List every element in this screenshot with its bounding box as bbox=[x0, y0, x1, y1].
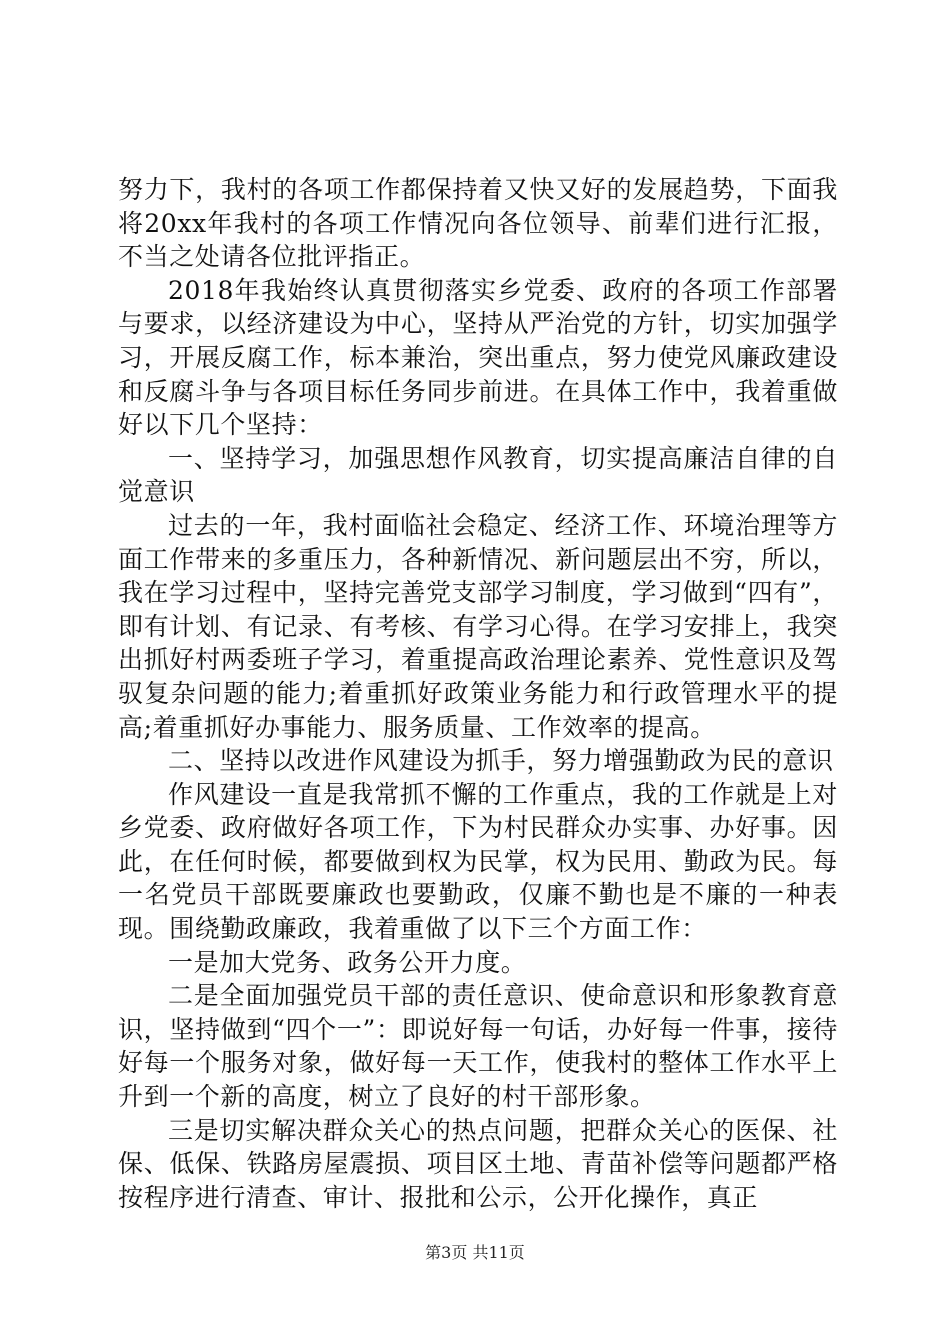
paragraph-3: 过去的一年，我村面临社会稳定、经济工作、环境治理等方面工作带来的多重压力，各种新情况、新问题层出不穷，所以，我在学习过程中，坚持完善党支部学习制度，学习做到“四有”，即有计划、有记录、有考核、有学习心得。在学习安排上，我突出抓好村两委班子学习，着重提高政治理论素养、党性意识及驾驭复杂问题的能力;着重抓好政策业务能力和行政管理水平的提高;着重抓好办事能力、服务质量、工作效率的提高。 bbox=[118, 510, 838, 742]
section-heading-1: 一、坚持学习，加强思想作风教育，切实提高廉洁自律的自觉意识 bbox=[118, 443, 838, 507]
list-item-2: 二是全面加强党员干部的责任意识、使命意识和形象教育意识，坚持做到“四个一”：即说好每一句话，办好每一件事，接待好每一个服务对象，做好每一天工作，使我村的整体工作水平上升到一个新的高度，树立了良好的村干部形象。 bbox=[118, 981, 838, 1112]
paragraph-4: 作风建设一直是我常抓不懈的工作重点，我的工作就是上对乡党委、政府做好各项工作，下为村民群众办实事、办好事。因此，在任何时候，都要做到权为民掌，权为民用、勤政为民。每一名党员干部既要廉政也要勤政，仅廉不勤也是不廉的一种表现。围绕勤政廉政，我着重做了以下三个方面工作： bbox=[118, 779, 838, 944]
paragraph-2: 2018年我始终认真贯彻落实乡党委、政府的各项工作部署与要求，以经济建设为中心，坚持从严治党的方针，切实加强学习，开展反腐工作，标本兼治，突出重点，努力使党风廉政建设和反腐斗争与各项目标任务同步前进。在具体工作中，我着重做好以下几个坚持： bbox=[118, 275, 838, 440]
paragraph-1: 努力下，我村的各项工作都保持着又快又好的发展趋势，下面我将20xx年我村的各项工作情况向各位领导、前辈们进行汇报，不当之处请各位批评指正。 bbox=[118, 175, 838, 272]
page-number-footer: 第3页 共11页 bbox=[425, 1243, 525, 1262]
section-heading-2: 二、坚持以改进作风建设为抓手，努力增强勤政为民的意识 bbox=[168, 746, 834, 776]
list-item-3: 三是切实解决群众关心的热点问题，把群众关心的医保、社保、低保、铁路房屋震损、项目区土地、青苗补偿等问题都严格按程序进行清查、审计、报批和公示，公开化操作，真正 bbox=[118, 1115, 838, 1212]
document-body bbox=[118, 173, 838, 1214]
list-item-1: 一是加大党务、政务公开力度。 bbox=[168, 947, 527, 977]
